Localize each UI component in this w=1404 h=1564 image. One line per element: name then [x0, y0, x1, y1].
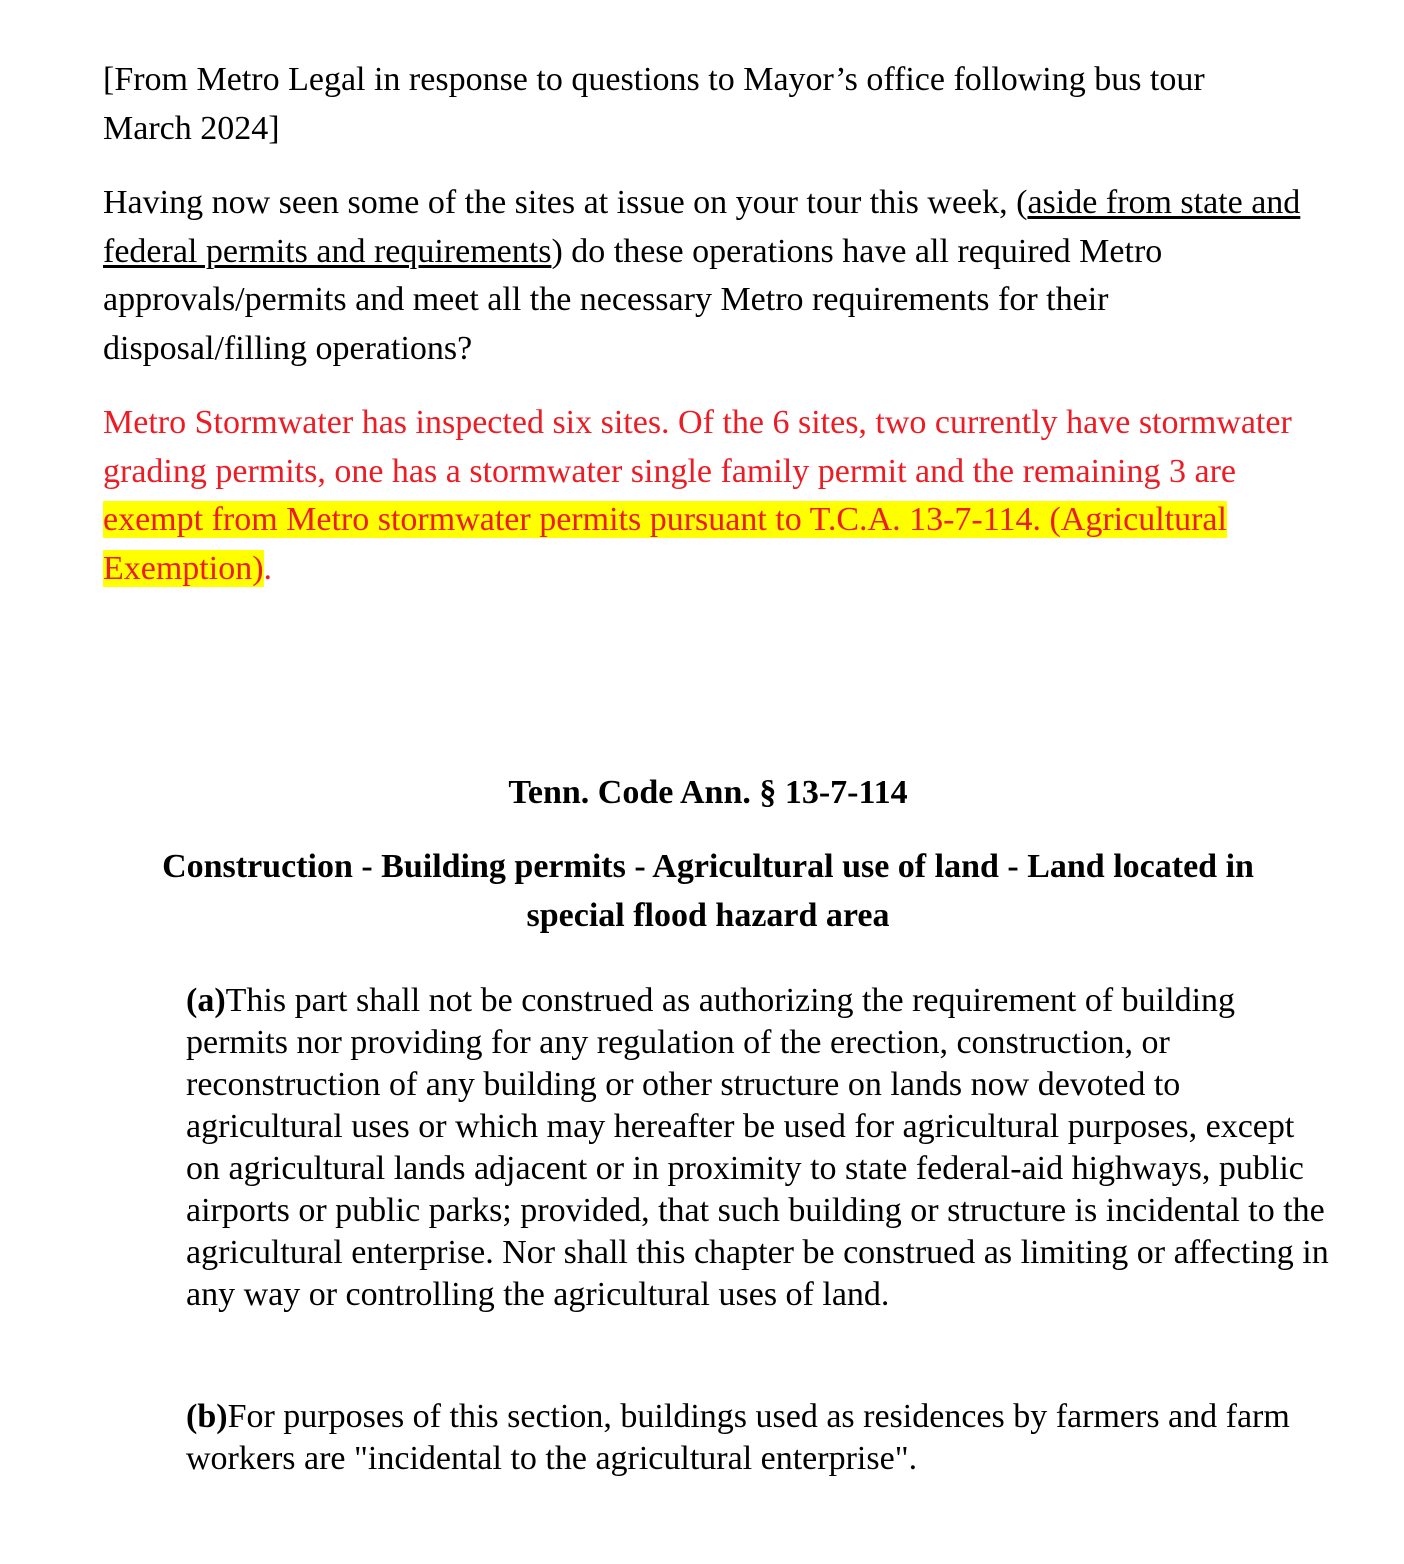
- header-note: [103, 56, 1313, 153]
- answer-paragraph: [103, 399, 1313, 593]
- question-paragraph: [103, 179, 1313, 373]
- statute-section-b: [186, 1396, 1336, 1480]
- statute-section-a: [186, 980, 1336, 1316]
- statute-title: Tenn. Code Ann. § 13-7-114: [508, 774, 908, 811]
- answer-text: Metro Stormwater has inspected six sites. Of the 6 sites, two currently have stormwater grading permits, one has a stormwater single family permit and the remaining 3 are: [103, 404, 1292, 490]
- question-underlined-text: aside from state and federal permits and requirements: [103, 184, 1301, 270]
- section-a-label: (a): [186, 982, 226, 1019]
- question-text-after: ) do these operations have all required Metro approvals/permits and meet all the necessary Metro requirements for their disposal/filling operations?: [103, 232, 1163, 367]
- statute-subtitle-line2: special flood hazard area: [526, 897, 890, 934]
- section-a-text: This part shall not be construed as authorizing the requirement of building permits nor providing for any regulation of the erection, construction, or reconstruction of any building or other structure on lands now devoted to agricultural uses or which may hereafter be used for agricultural purposes, except on agricultural lands adjacent or in proximity to state federal-aid highways, public airports or public parks; provided, that such building or structure is incidental to the agricultural enterprise. Nor shall this chapter be construed as limiting or affecting in any way or controlling the agricultural uses of land.: [186, 982, 1329, 1313]
- statute-subtitle: [103, 842, 1313, 940]
- statute-subtitle-line1: Construction - Building permits - Agricultural use of land - Land located in: [162, 848, 1254, 885]
- section-b-text: For purposes of this section, buildings used as residences by farmers and farm workers are "incidental to the agricultural enterprise".: [186, 1398, 1290, 1477]
- section-b-label: (b): [186, 1398, 228, 1435]
- header-note-line1: [From Metro Legal in response to questions to Mayor’s office following bus tour: [103, 61, 1205, 98]
- answer-highlighted-text: exempt from Metro stormwater permits pursuant to T.C.A. 13-7-114. (Agricultural Exemption): [103, 501, 1227, 587]
- answer-text-end: .: [263, 549, 273, 587]
- question-text-before: Having now seen some of the sites at issue on your tour this week, (: [103, 184, 1028, 221]
- header-note-line2: March 2024]: [103, 109, 280, 147]
